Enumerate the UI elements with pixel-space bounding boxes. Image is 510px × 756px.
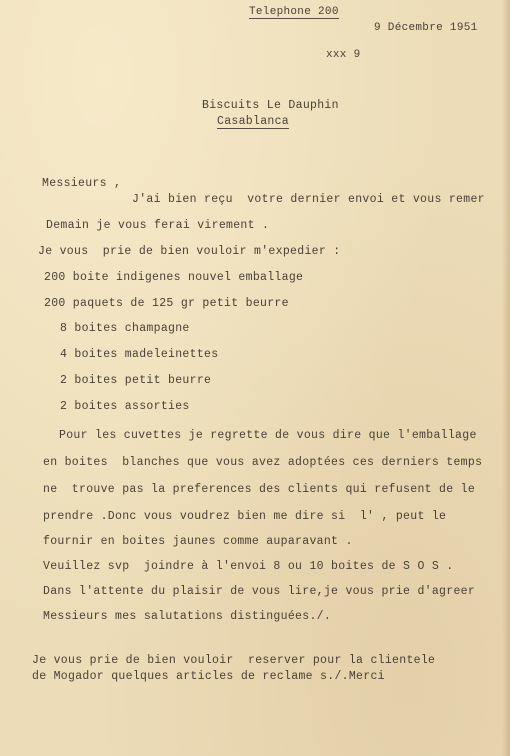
order-item: 200 boite indigenes nouvel emballage [44, 271, 304, 284]
postscript-line: Je vous prie de bien vouloir reserver pour la clientele [32, 654, 436, 667]
letter-date: 9 Décembre 1951 [374, 22, 478, 34]
letter-line: J'ai bien reçu votre dernier envoi et vous remer [132, 193, 485, 206]
letter-closing: Messieurs mes salutations distinguées./. [43, 610, 332, 623]
paper-edge-shadow [502, 0, 510, 756]
letter-line: Veuillez svp joindre à l'envoi 8 ou 10 boites de S O S . [43, 560, 454, 573]
letter-line: Dans l'attente du plaisir de vous lire,je vous prie d'agreer [43, 585, 476, 598]
recipient-company: Biscuits Le Dauphin [202, 99, 339, 112]
order-item: 2 boites assorties [60, 400, 190, 413]
order-item: 8 boites champagne [60, 322, 190, 335]
letter-line: Demain je vous ferai virement . [46, 219, 270, 232]
recipient-city: Casablanca [217, 115, 290, 128]
order-item: 200 paquets de 125 gr petit beurre [44, 297, 289, 310]
order-item: 2 boites petit beurre [60, 374, 212, 387]
order-item: 4 boites madeleinettes [60, 348, 219, 361]
letter-line: en boites blanches que vous avez adoptées ces derniers temps [43, 456, 483, 469]
letter-line: ne trouve pas la preferences des clients qui refusent de le [43, 483, 476, 496]
telephone-number: Telephone 200 [249, 6, 339, 18]
reference-number: xxx 9 [326, 49, 361, 61]
letter-line: fournir en boites jaunes comme auparavant . [43, 535, 353, 548]
letter-line: Pour les cuvettes je regrette de vous dire que l'emballage [59, 429, 477, 442]
letter-line: prendre .Donc vous voudrez bien me dire si l' , peut le [43, 510, 447, 523]
salutation: Messieurs , [42, 177, 122, 190]
postscript-line: de Mogador quelques articles de reclame s./.Merci [32, 670, 385, 683]
letter-line: Je vous prie de bien vouloir m'expedier : [38, 245, 341, 258]
